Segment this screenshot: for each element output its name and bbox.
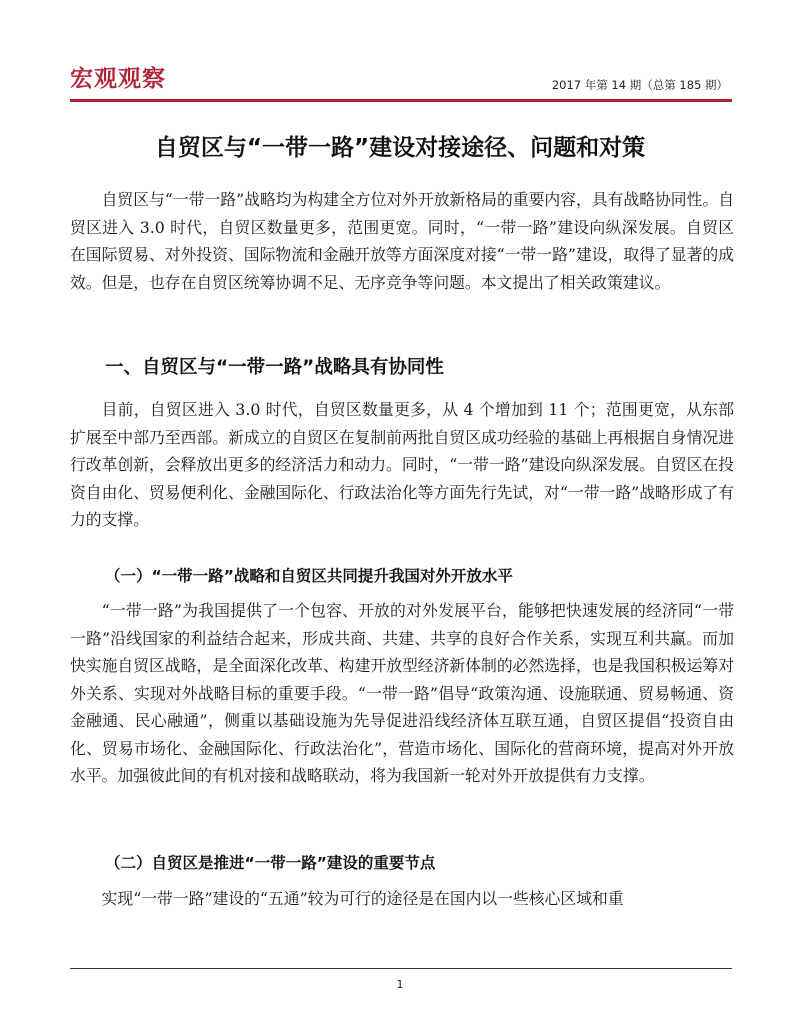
header-divider	[70, 99, 732, 102]
section-1-heading: 一、自贸区与“一带一路”战略具有协同性	[105, 357, 444, 378]
subsection-1-paragraph: “一带一路”为我国提供了一个包容、开放的对外发展平台，能够把快速发展的经济同“一带一路”沿线国家的利益结合起来，形成共商、共建、共享的良好合作关系，实现互利共赢。而加快实施自贸区战略，是全面深化改革、构建开放型经济新体制的必然选择，也是我国积极运筹对外关系、实现对外战略目标的重要手段。“一带一路”倡导“政策沟通、设施联通、贸易畅通、资金融通、民心融通”，侧重以基础设施为先导促进沿线经济体互联互通，自贸区提倡“投资自由化、贸易市场化、金融国际化、行政法治化”，营造市场化、国际化的营商环境，提高对外开放水平。加强彼此间的有机对接和战略联动，将为我国新一轮对外开放提供有力支撑。	[70, 601, 734, 785]
subsection-2-heading: （二）自贸区是推进“一带一路”建设的重要节点	[105, 854, 436, 872]
issue-number: 2017 年第 14 期（总第 185 期）	[551, 78, 728, 92]
publication-title: 宏观观察	[70, 66, 166, 92]
page-header	[70, 64, 730, 104]
intro-paragraph: 自贸区与“一带一路”战略均为构建全方位对外开放新格局的重要内容，具有战略协同性。自贸区进入 3.0 时代，自贸区数量更多，范围更宽。同时，“一带一路”建设向纵深发展。自贸区在国际贸易、对外投资、国际物流和金融开放等方面深度对接“一带一路”建设，取得了显著的成效。但是，也存在自贸区统筹协调不足、无序竞争等问题。本文提出了相关政策建议。	[70, 190, 734, 292]
subsection-1-heading: （一）“一带一路”战略和自贸区共同提升我国对外开放水平	[105, 567, 513, 585]
subsection-2-paragraph: 实现“一带一路”建设的“五通”较为可行的途径是在国内以一些核心区域和重	[101, 889, 624, 908]
section-1-paragraph: 目前，自贸区进入 3.0 时代，自贸区数量更多，从 4 个增加到 11 个；范围更宽，从东部扩展至中部乃至西部。新成立的自贸区在复制前两批自贸区成功经验的基础上再根据自身情况进行改革创新，会释放出更多的经济活力和动力。同时，“一带一路”建设向纵深发展。自贸区在投资自由化、贸易便利化、金融国际化、行政法治化等方面先行先试，对“一带一路”战略形成了有力的支撑。	[70, 400, 734, 529]
footer-divider	[70, 968, 732, 969]
page-number: 1	[396, 978, 404, 991]
document-title: 自贸区与“一带一路”建设对接途径、问题和对策	[154, 135, 646, 161]
